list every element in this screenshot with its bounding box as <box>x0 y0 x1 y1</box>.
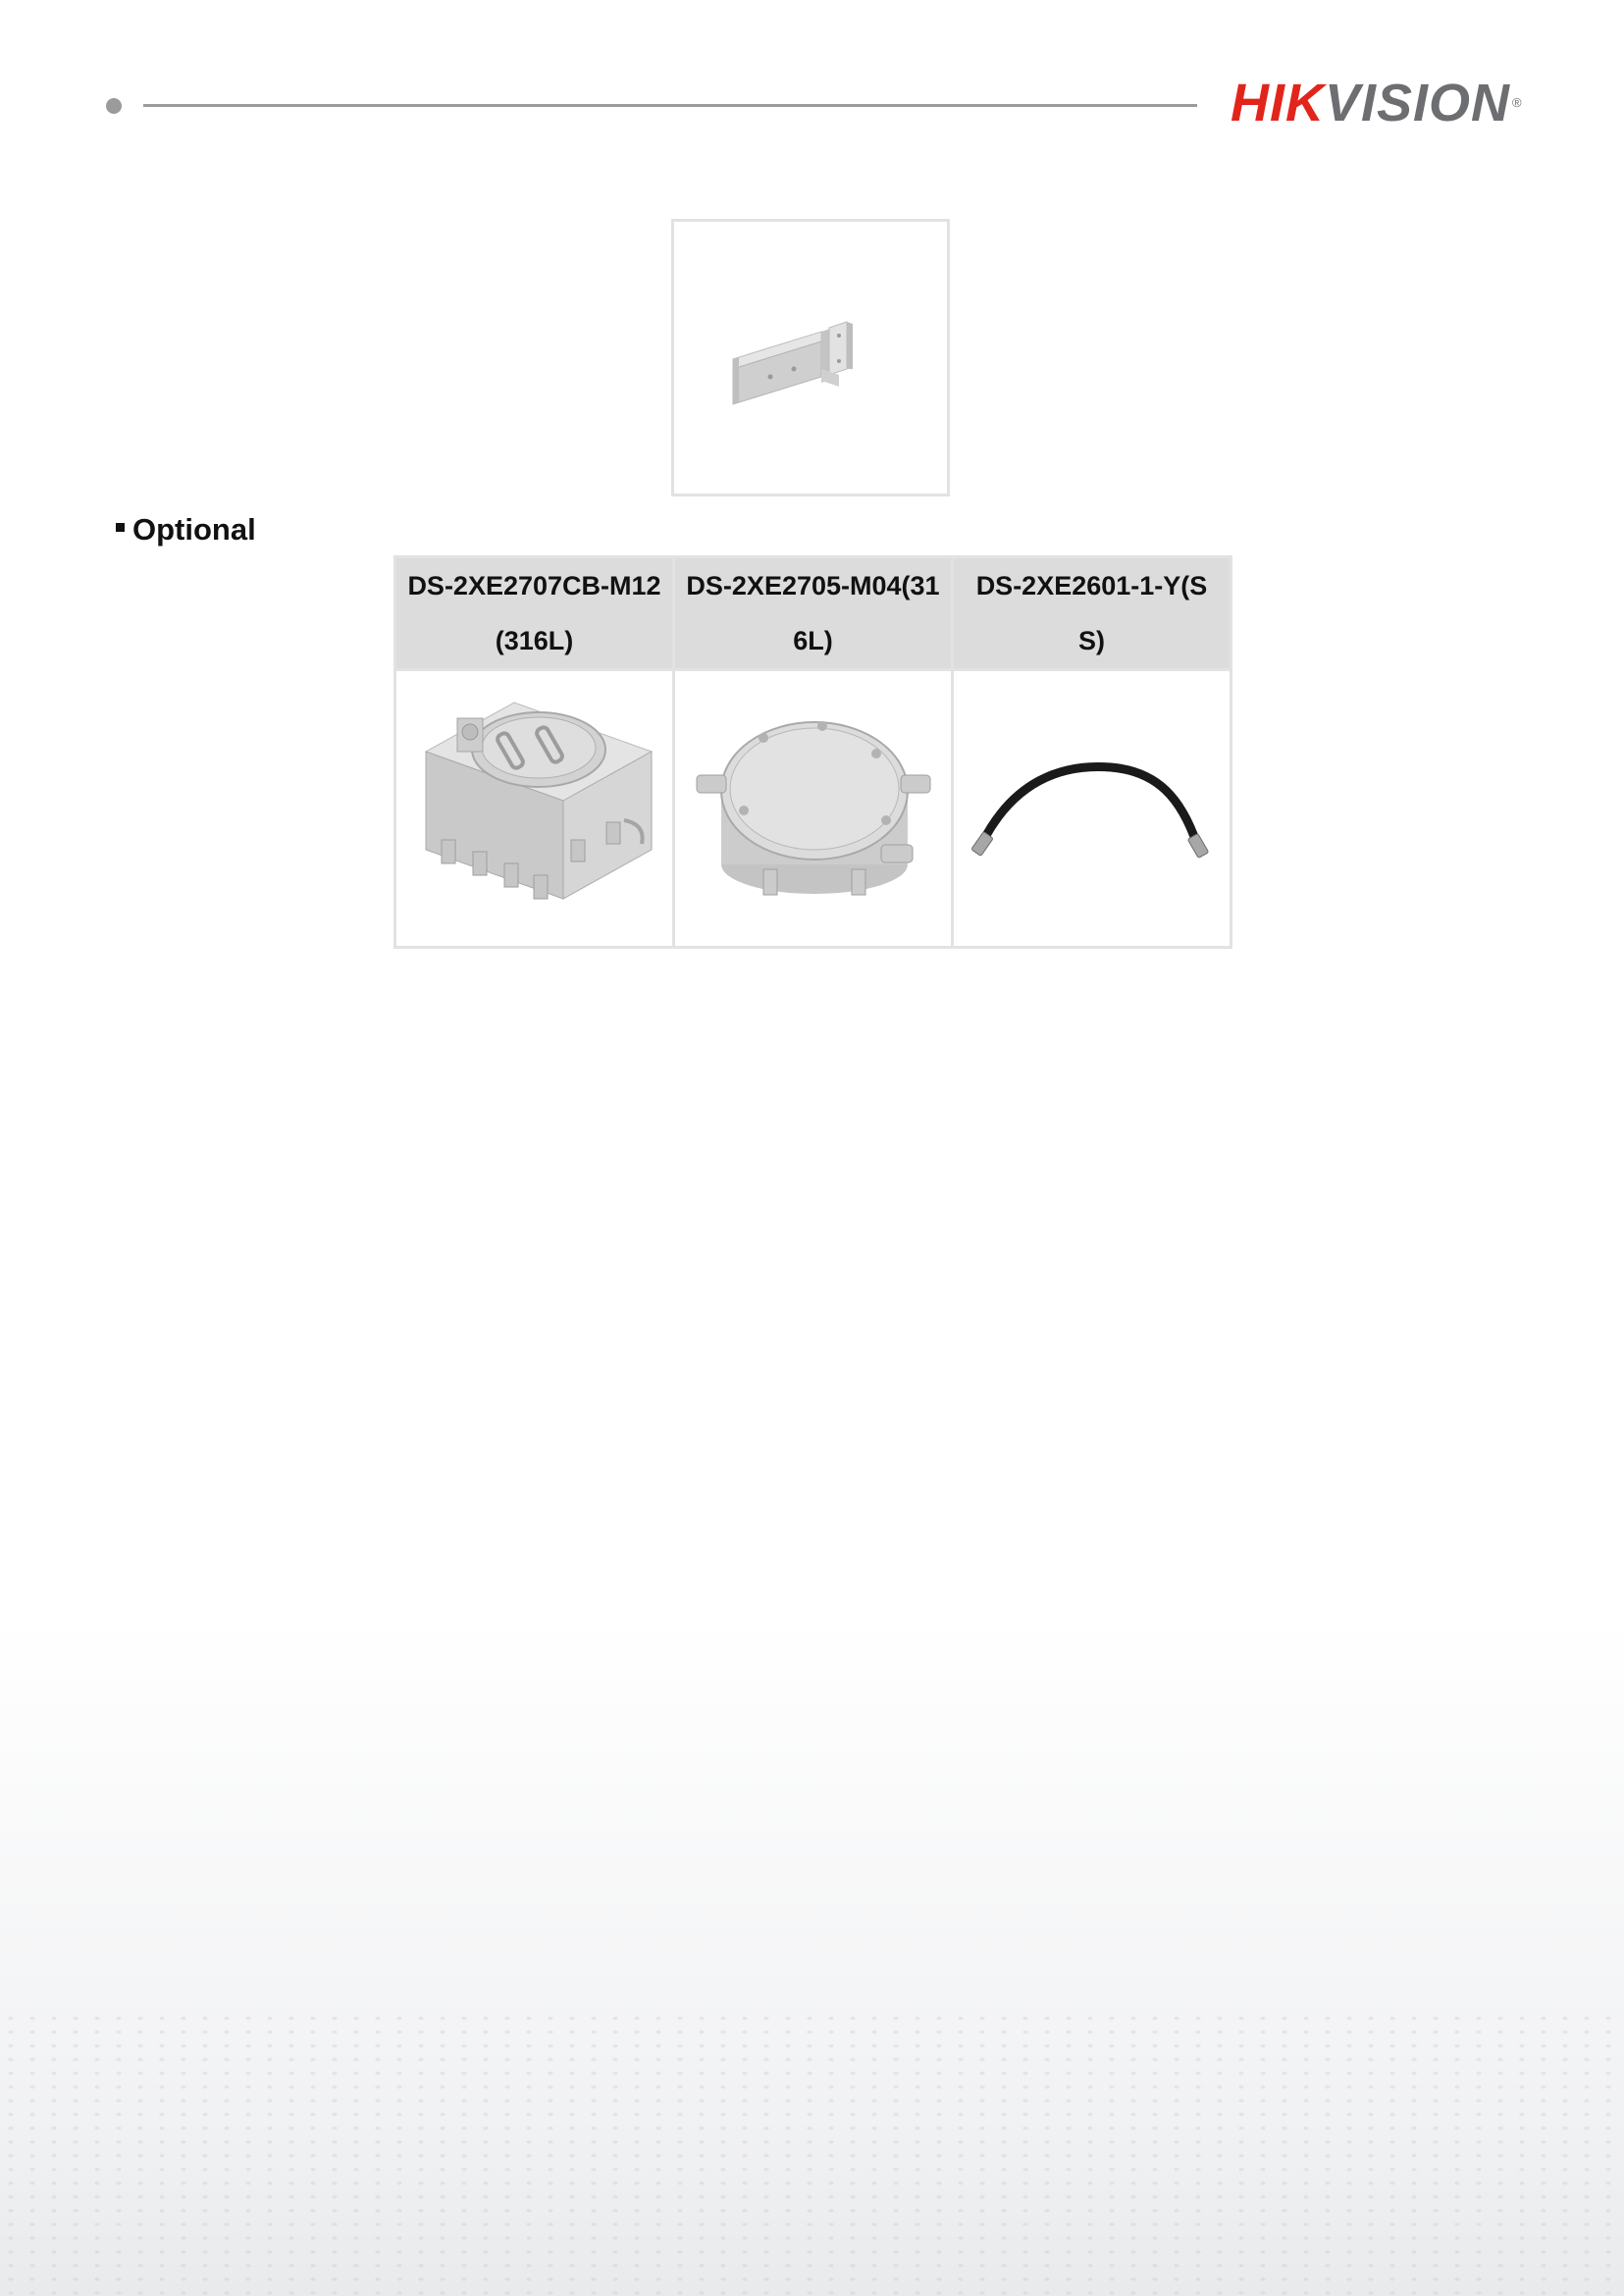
square-junction-box-drawing <box>396 673 669 945</box>
logo-text-gray: VISION <box>1325 74 1511 132</box>
flexible-cable-hose-image <box>953 670 1231 948</box>
wall-mount-bracket-drawing <box>674 222 947 494</box>
model-name: DS-2XE2705-M04(316L) <box>686 571 940 655</box>
table-header-cell <box>395 557 674 670</box>
wall-mount-bracket-image <box>671 219 950 496</box>
header-dot <box>106 98 122 114</box>
square-bullet-icon <box>116 523 125 532</box>
round-junction-box-image <box>674 670 953 948</box>
table-header-cell <box>953 557 1231 670</box>
table-header-cell <box>674 557 953 670</box>
optional-accessories-table <box>393 555 1232 949</box>
page-background-dot-pattern <box>0 2011 1624 2296</box>
logo-registered-mark: ® <box>1512 95 1523 110</box>
table-header-row <box>395 557 1231 670</box>
table-image-row <box>395 670 1231 948</box>
header-rule <box>143 104 1197 107</box>
flexible-cable-hose-drawing <box>954 673 1227 945</box>
logo-text-red: HIK <box>1231 74 1325 132</box>
optional-section-heading <box>116 510 256 549</box>
model-name: DS-2XE2601-1-Y(SS) <box>975 571 1208 655</box>
model-name: DS-2XE2707CB-M12(316L) <box>407 571 661 655</box>
round-junction-box-drawing <box>675 673 948 945</box>
optional-heading-text: Optional <box>132 512 256 547</box>
square-junction-box-image <box>395 670 674 948</box>
hikvision-logo <box>1231 74 1523 132</box>
